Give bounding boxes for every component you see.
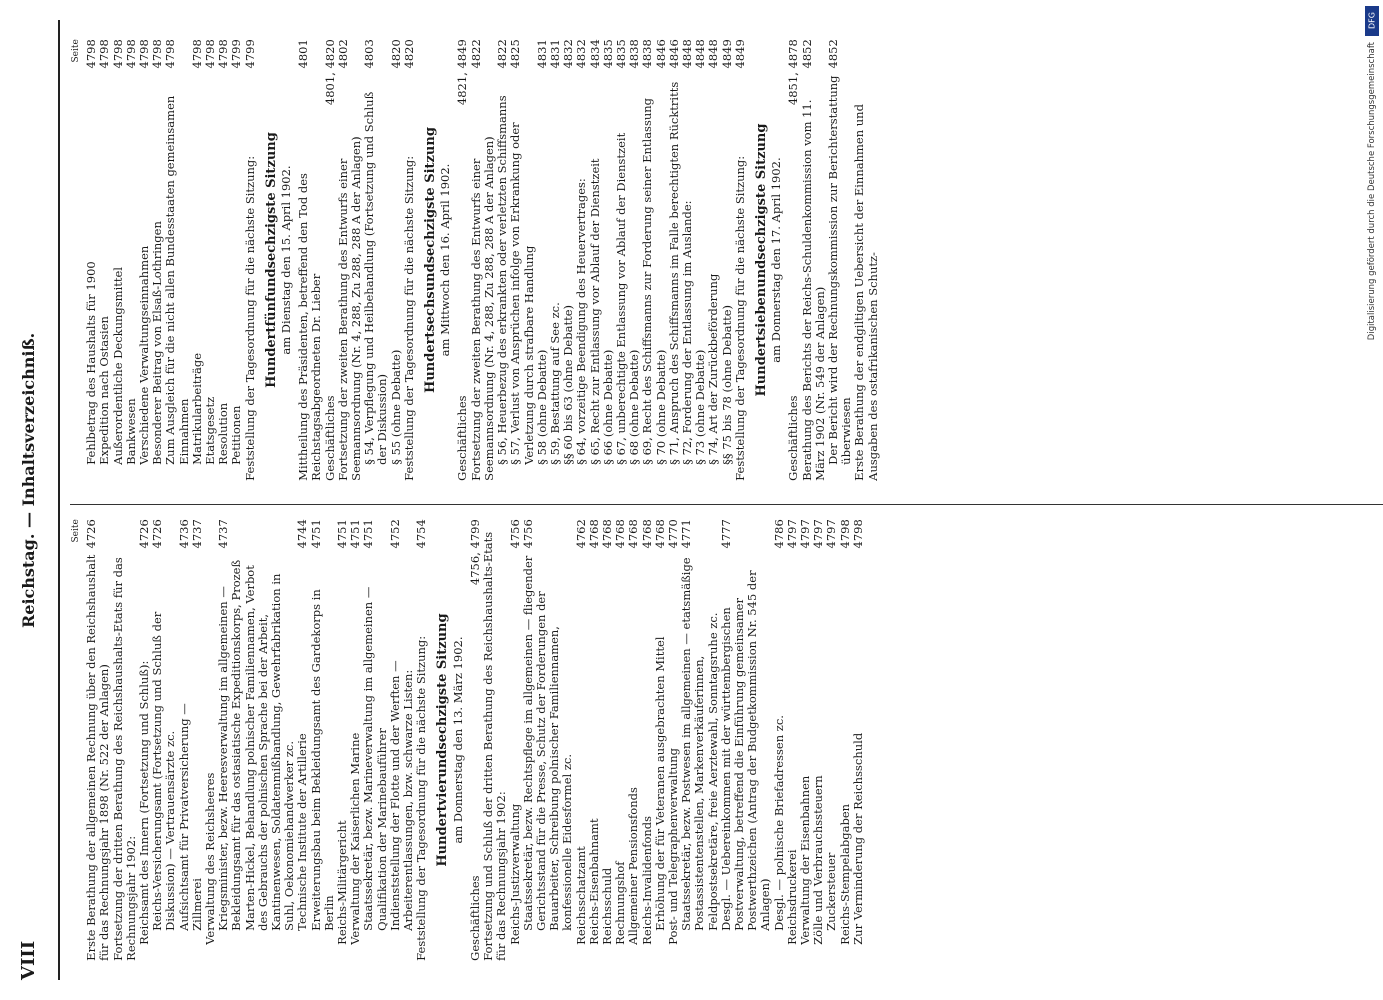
entry-page: 4797 — [784, 519, 799, 549]
entry-text: Staatssekretär, bezw. Postwesen im allgemeinen — etatsmäßige Postassistentenstellen, Markenverkäuferinnen, Feldpostsekretäre, freie Aerztewahl, Sonntagsruhe zc. — [679, 557, 720, 931]
entry-text: § 56, Heuerbezug des erkrankten oder verletzten Schiffsmanns — [495, 95, 510, 465]
toc-entry — [852, 519, 865, 961]
entry-page: 4848 — [693, 39, 708, 69]
entry-text: § 57, Verlust von Ansprüchen infolge von Erkrankung oder Verletzung durch strafbare Handlung — [508, 122, 536, 465]
entry-text: Verschiedene Verwaltungseinnahmen — [137, 245, 152, 465]
toc-entry — [801, 39, 827, 481]
toc-entry — [509, 39, 535, 481]
toc-entry — [654, 519, 667, 961]
seite-label: Seite — [71, 519, 81, 543]
entry-page: 4835 — [600, 39, 615, 69]
entry-page: 4736 — [176, 519, 191, 549]
entry-text: Feststellung der Tagesordnung für die nächste Sitzung: — [414, 635, 429, 961]
toc-entry — [588, 519, 601, 961]
entry-page: 4846 — [666, 39, 681, 69]
entry-text: Fortsetzung der dritten Berathung des Reichshaushalts-Etats für das Rechnungsjahr 1902: — [110, 557, 138, 961]
toc-entry — [589, 39, 602, 481]
entry-text: § 65, Recht zur Entlassung vor Ablauf der Dienstzeit — [587, 158, 602, 465]
entry-page: 4799 — [242, 39, 257, 69]
entry-page: 4768 — [613, 519, 628, 549]
entry-text: § 70 (ohne Debatte) — [653, 349, 668, 465]
toc-entry — [853, 39, 879, 481]
entry-text: Fehlbetrag des Haushalts für 1900 — [84, 261, 99, 465]
entry-page: 4797 — [797, 519, 812, 549]
left-column — [70, 519, 865, 961]
seite-label: Seite — [71, 39, 81, 63]
toc-entry — [575, 519, 588, 961]
entry-text: §§ 75 bis 78 (ohne Debatte) — [719, 305, 734, 465]
entry-page: 4831 — [534, 39, 549, 69]
entry-page: 4838 — [627, 39, 642, 69]
entry-text: Reichsschuld — [599, 867, 614, 945]
entry-text: Desgl. — polnische Briefadressen zc. — [771, 715, 786, 931]
entry-text: § 54, Verpflegung und Heilbehandlung (Fortsetzung und Schluß der Diskussion) — [362, 91, 390, 465]
entry-page: 4768 — [586, 519, 601, 549]
toc-entry — [151, 519, 177, 961]
entry-text: Verwaltung der Kaiserlichen Marine — [348, 732, 363, 945]
entry-page: 4768 — [599, 519, 614, 549]
entry-text: § 67, unberechtigte Entlassung vor Ablauf der Dienstzeit — [613, 132, 628, 465]
entry-page: 4832 — [574, 39, 589, 69]
entry-text: § 66 (ohne Debatte) — [600, 349, 615, 465]
toc-entry — [337, 39, 363, 481]
toc-entry — [244, 39, 257, 481]
entry-text: Erhöhung der für Veteranen ausgebrachten Mittel — [652, 636, 667, 931]
toc-entry — [112, 519, 138, 961]
toc-entry — [773, 519, 786, 961]
entry-page: 4756 — [520, 519, 535, 549]
session-heading: Hundertsiebenundsechzigste Sitzung — [753, 123, 769, 397]
entry-page: 4777 — [718, 519, 733, 549]
entry-page: 4798 — [216, 39, 231, 69]
toc-entry — [98, 39, 111, 481]
entry-text: Reichsdruckerei — [784, 849, 799, 945]
entry-page: 4801, 4820 — [322, 39, 337, 106]
toc-entry — [655, 39, 668, 481]
entry-page: 4838 — [640, 39, 655, 69]
entry-page: 4756, 4799 — [467, 519, 482, 586]
toc-entry — [164, 39, 190, 481]
entry-page: 4801 — [296, 39, 311, 69]
toc-entry — [827, 39, 853, 481]
entry-text: Reichsschatzamt — [573, 846, 588, 945]
entry-page: 4798 — [189, 39, 204, 69]
entry-page: 4768 — [652, 519, 667, 549]
entry-text: § 55 (ohne Debatte) — [388, 349, 403, 465]
entry-text: Geschäftliches — [322, 395, 337, 481]
running-title: Reichstag. — Inhaltsverzeichniß. — [19, 332, 38, 629]
entry-text: § 59, Bestattung auf See zc. — [547, 302, 562, 465]
toc-entry — [389, 519, 415, 961]
toc-entry — [627, 519, 640, 961]
entry-text: Fortsetzung und Schluß der dritten Berathung des Reichshaushalts-Etats für das Rechnungsjahr 1902: — [481, 531, 509, 961]
entry-page: 4726 — [137, 519, 152, 549]
toc-entry — [415, 519, 428, 961]
entry-text: Resolution — [216, 402, 231, 465]
entry-text: § 72, Forderung der Entlassung im Auslande: — [679, 200, 694, 465]
entry-text: Fortsetzung der zweiten Berathung des Entwurfs einer Seemannsordnung (Nr. 4, 288, Zu 288, 288 A der Anlagen) — [335, 136, 364, 481]
session-date: am Mittwoch den 16. April 1902. — [438, 163, 453, 357]
entry-text: Kriegsminister, bezw. Heeresverwaltung im allgemeinen — Bekleidungsamt für das ostasiatische Expeditionskorps, Prozeß Marten-Hickel, Behandlung polnischer Familiennamen, Verbot des Gebrauchs der polnischen Sprache bei der Arbeit, Kantinenwesen, Soldatenmißhandlung, Gewehrfabrikation in Suhl, Oekonomiehandwerker zc. — [216, 559, 297, 931]
entry-page: 4762 — [573, 519, 588, 549]
entry-text: Staatssekretär, bezw. Marineverwaltung im allgemeinen — Qualifikation der Marinebauführer — [361, 586, 389, 931]
toc-entry — [641, 519, 654, 961]
page-header — [18, 20, 60, 980]
entry-page: 4754 — [414, 519, 429, 549]
entry-text: Feststellung der Tagesordnung für die nächste Sitzung: — [401, 155, 416, 481]
toc-entry — [324, 39, 337, 481]
entry-text: § 71, Anspruch des Schiffsmanns im Falle berechtigten Rücktritts — [666, 81, 681, 465]
entry-page: 4797 — [811, 519, 826, 549]
digitization-note: Digitalisierung gefördert durch die Deutsche Forschungsgemeinschaft — [1367, 42, 1377, 341]
entry-text: Matrikularbeiträge — [189, 352, 204, 465]
entry-page: 4798 — [110, 39, 125, 69]
entry-text: Besonderer Beitrag von Elsaß-Lothringen — [150, 221, 165, 465]
toc-entry — [482, 519, 508, 961]
entry-page: 4802 — [335, 39, 350, 69]
session-heading: Hundertvierundsechzigste Sitzung — [435, 613, 451, 867]
session-date: am Donnerstag den 13. März 1902. — [450, 636, 465, 844]
entry-page: 4822 — [468, 39, 483, 69]
entry-page: 4822 — [495, 39, 510, 69]
entry-page: 4835 — [613, 39, 628, 69]
entry-text: § 73 (ohne Debatte) — [693, 349, 708, 465]
entry-text: Reichs-Eisenbahnamt — [586, 818, 601, 945]
toc-entry — [602, 39, 615, 481]
entry-page: 4768 — [626, 519, 641, 549]
entry-page: 4770 — [665, 519, 680, 549]
entry-text: § 74, Art der Zurückbeförderung — [706, 273, 721, 465]
entry-page: 4825 — [508, 39, 523, 69]
toc-entry — [112, 39, 125, 481]
entry-text: Reichs-Stempelabgaben — [837, 803, 852, 945]
toc-entry — [217, 519, 296, 961]
entry-text: Desgl. — Uebereinkommen mit der württembergischen Postverwaltung, betreffend die Einführung gemeinsamer Postwerthzeichen (Antrag der Budgetkommission Nr. 545 der Anlagen) — [718, 570, 773, 931]
entry-text: Reichs-Justizverwaltung — [507, 803, 522, 945]
page-number: VIII — [18, 940, 39, 980]
entry-text: Verwaltung der Eisenbahnen — [797, 775, 812, 945]
entry-page: 4846 — [653, 39, 668, 69]
entry-text: Feststellung der Tagesordnung für die nächste Sitzung: — [732, 155, 747, 481]
entry-page: 4751 — [361, 519, 376, 549]
entry-page: 4798 — [203, 39, 218, 69]
entry-text: Geschäftliches — [786, 395, 801, 481]
entry-page: 4798 — [150, 39, 165, 69]
entry-page: 4751 — [335, 519, 350, 549]
entry-page: 4768 — [639, 519, 654, 549]
entry-text: Zillmerei — [189, 878, 204, 931]
session-heading: Hundertsechsundsechzigste Sitzung — [423, 127, 439, 393]
toc-entry — [403, 39, 416, 481]
entry-text: Zum Ausgleich für die nicht allen Bundesstaaten gemeinsamen Einnahmen — [163, 95, 191, 465]
entry-text: Erweiterungsbau beim Bekleidungsamt des Gardekorps in Berlin — [308, 589, 336, 931]
entry-text: Reichsamt des Innern (Fortsetzung und Schluß): — [137, 660, 152, 945]
toc-entry — [707, 39, 720, 481]
entry-page: 4751 — [348, 519, 363, 549]
toc-entry — [363, 39, 389, 481]
entry-text: Mittheilung des Präsidenten, betreffend den Tod des Reichstagsabgeordneten Dr. Lieber — [296, 173, 324, 481]
right-column — [70, 39, 880, 481]
entry-page: 4849 — [719, 39, 734, 69]
column-divider — [70, 504, 1383, 505]
entry-page: 4756 — [507, 519, 522, 549]
toc-entry — [839, 519, 852, 961]
toc-entry — [734, 39, 747, 481]
entry-page: 4798 — [84, 39, 99, 69]
entry-text: Reichs-Invalidenfonds — [639, 815, 654, 945]
entry-text: Außerordentliche Deckungsmittel — [110, 267, 125, 465]
entry-text: Erste Berathung der endgiltigen Uebersicht der Einnahmen und Ausgaben des ostafrikanischen Schutz- — [852, 104, 880, 481]
toc-entry — [85, 519, 111, 961]
entry-text: Expedition nach Ostasien — [97, 316, 112, 465]
entry-page: 4821, 4849 — [455, 39, 470, 106]
entry-text: Der Bericht wird der Rechnungskommission zur Berichterstattung überwiesen — [825, 75, 854, 465]
entry-page: 4849 — [732, 39, 747, 69]
entry-page: 4799 — [229, 39, 244, 69]
toc-entry — [786, 519, 799, 961]
entry-text: Reichs-Militärgericht — [335, 820, 350, 945]
entry-text: Aufsichtsamt für Privatversicherung — — [176, 703, 191, 931]
toc-entry — [536, 39, 549, 481]
entry-text: Bankwesen — [123, 398, 138, 465]
entry-page: 4848 — [679, 39, 694, 69]
toc-entry — [720, 519, 773, 961]
session-date: am Donnerstag den 17. April 1902. — [769, 157, 784, 363]
toc-entry — [310, 519, 336, 961]
toc-entry — [296, 519, 309, 961]
entry-text: Rechnungshof — [613, 861, 628, 945]
entry-text: Staatssekretär, bezw. Rechtspflege im allgemeinen — fliegender Gerichtsstand für die Presse, Schutz der Forderungen der Bauarbeiter, Schreibung polnischer Familiennamen, konfessionelle Eidesformel zc. — [520, 555, 575, 931]
toc-entry — [230, 39, 243, 481]
entry-page: 4798 — [97, 39, 112, 69]
entry-page: 4744 — [295, 519, 310, 549]
toc-entry — [668, 39, 681, 481]
entry-text: Feststellung der Tagesordnung für die nächste Sitzung: — [242, 155, 257, 481]
toc-entry — [787, 39, 800, 481]
entry-page: 4820 — [401, 39, 416, 69]
entry-page: 4798 — [850, 519, 865, 549]
entry-page: 4803 — [362, 39, 377, 69]
entry-text: § 58 (ohne Debatte) — [534, 349, 549, 465]
entry-text: Geschäftliches — [455, 395, 470, 481]
entry-page: 4831 — [547, 39, 562, 69]
entry-page: 4848 — [706, 39, 721, 69]
entry-page: 4834 — [587, 39, 602, 69]
entry-text: Petitionen — [229, 405, 244, 465]
entry-page: 4797 — [824, 519, 839, 549]
entry-page: 4851, 4878 — [786, 39, 801, 106]
toc-entry — [721, 39, 734, 481]
entry-page: 4737 — [216, 519, 231, 549]
entry-page: 4798 — [837, 519, 852, 549]
entry-text: Geschäftliches — [467, 875, 482, 961]
entry-text: Reichs-Versicherungsamt (Fortsetzung und Schluß der Diskussion) — Vertrauensärzte zc. — [150, 611, 178, 931]
entry-page: 4751 — [308, 519, 323, 549]
toc-entry — [509, 519, 522, 961]
entry-page: 4852 — [799, 39, 814, 69]
entry-text: § 68 (ohne Debatte) — [627, 349, 642, 465]
toc-entry — [522, 519, 575, 961]
toc-entry — [575, 39, 588, 481]
entry-text: Indienststellung der Flotte und der Werften — Arbeiterentlassungen, bzw. schwarze Listen: — [387, 660, 416, 931]
toc-entry — [362, 519, 388, 961]
entry-text: Zölle und Verbrauchssteuern — [811, 775, 826, 945]
entry-page: 4771 — [679, 519, 694, 549]
entry-page: 4820 — [388, 39, 403, 69]
toc-entry — [390, 39, 403, 481]
entry-text: Berathung des Berichts der Reichs-Schuldenkommission vom 11. März 1902 (Nr. 549 der Anlagen) — [799, 99, 827, 481]
toc-entry — [470, 39, 496, 481]
entry-text: Post- und Telegraphenverwaltung — [665, 747, 680, 945]
toc-entry — [641, 39, 654, 481]
entry-page: 4798 — [137, 39, 152, 69]
entry-page: 4726 — [84, 519, 99, 549]
entry-text: Verwaltung des Reichsheeres — [203, 772, 218, 945]
entry-page: 4752 — [387, 519, 402, 549]
entry-text: Etatsgesetz — [203, 396, 218, 465]
session-date: am Dienstag den 15. April 1902. — [279, 165, 294, 355]
entry-page: 4726 — [150, 519, 165, 549]
entry-page: 4832 — [561, 39, 576, 69]
entry-page: 4852 — [825, 39, 840, 69]
entry-page: 4786 — [771, 519, 786, 549]
columns — [70, 20, 1383, 980]
entry-text: Fortsetzung der zweiten Berathung des Entwurfs einer Seemannsordnung (Nr. 4, 288, Zu 288, 288 A der Anlagen) — [468, 136, 496, 481]
entry-text: Erste Berathung der allgemeinen Rechnung über den Reichshaushalt für das Rechnungsjahr 1898 (Nr. 522 der Anlagen) — [84, 554, 112, 961]
toc-entry — [825, 519, 838, 961]
dfg-logo: DFG — [1365, 6, 1379, 36]
entry-text: Technische Institute der Artillerie — [295, 733, 310, 931]
entry-text: § 64, vorzeitige Beendigung des Heuervertrages: — [574, 178, 589, 465]
toc-entry — [178, 519, 191, 961]
entry-page: 4798 — [163, 39, 178, 69]
toc-entry — [680, 519, 720, 961]
session-heading: Hundertfünfundsechzigste Sitzung — [263, 132, 279, 388]
toc-entry — [297, 39, 323, 481]
entry-text: Allgemeiner Pensionsfonds — [626, 787, 641, 945]
entry-page: 4737 — [189, 519, 204, 549]
entry-text: §§ 60 bis 63 (ohne Debatte) — [561, 305, 576, 465]
entry-page: 4798 — [123, 39, 138, 69]
toc-entry — [456, 39, 469, 481]
entry-text: Zur Verminderung der Reichsschuld — [850, 732, 865, 945]
entry-text: § 69, Recht des Schiffsmanns zur Forderung seiner Entlassung — [640, 97, 655, 465]
entry-text: Zuckersteuer — [824, 852, 839, 931]
